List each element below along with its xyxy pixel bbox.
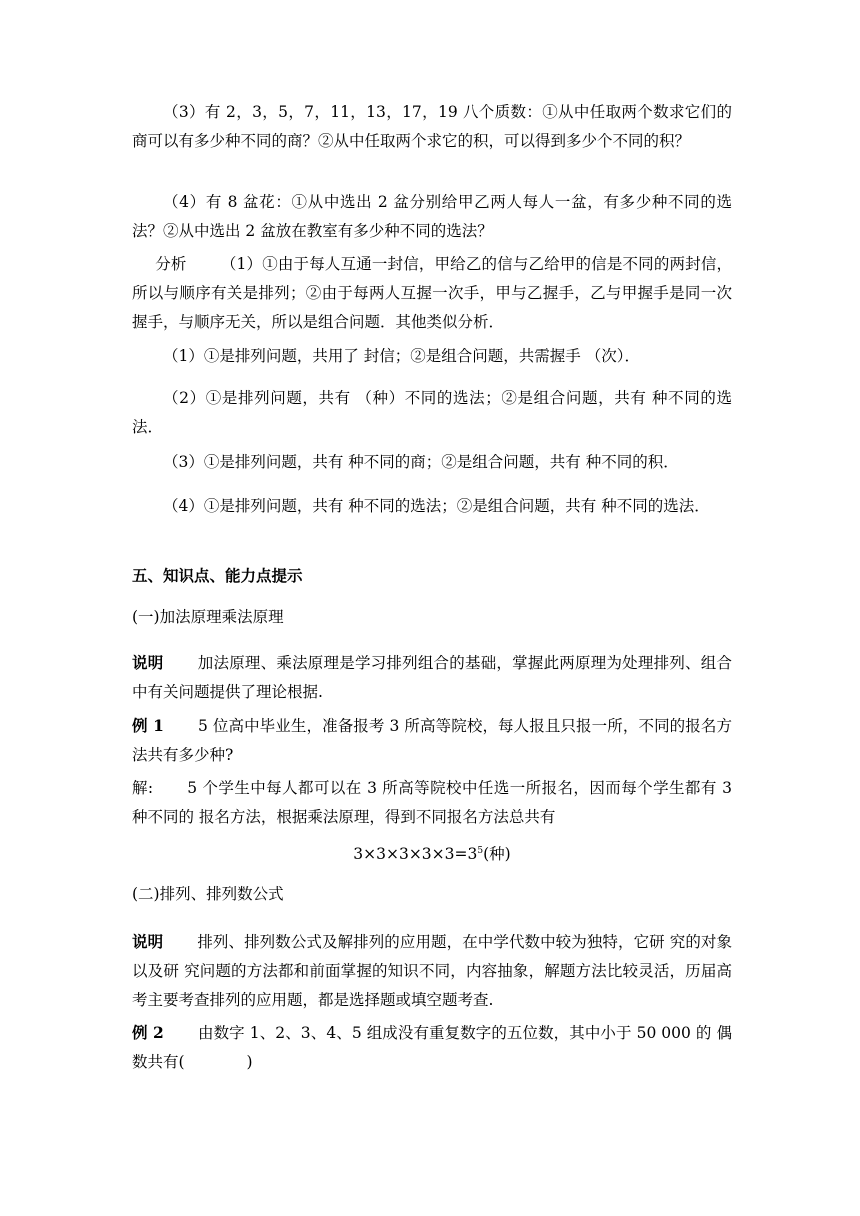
note-1 [132,648,732,707]
question-3: （3）有 2，3，5，7，11，13，17，19 八个质数：①从中任取两个数求它们的商可以有多少种不同的商？②从中任取两个求它的积，可以得到多少个不同的积？ [132,103,732,150]
solution-1-label: 解: [132,779,154,797]
example-1 [132,711,732,770]
section-5-heading: 五、知识点、能力点提示 [132,566,303,585]
formula-exponent: 5 [477,846,484,856]
subsection-2-heading: (二)排列、排列数公式 [132,885,284,903]
example-2 [132,1018,732,1077]
answer-4: （4）①是排列问题，共有 种不同的选法；②是组合问题，共有 种不同的选法． [163,497,710,515]
answer-2: （2）①是排列问题，共有 （种）不同的选法；②是组合问题，共有 种不同的选法． [132,389,732,436]
example-2-text: 由数字 1、2、3、4、5 组成没有重复数字的五位数，其中小于 50 000 的 偶数共有( ) [132,1024,732,1071]
analysis-text: （1）①由于每人互通一封信，甲给乙的信与乙给甲的信是不同的两封信，所以与顺序有关是排列；②由于每两人互握一次手，甲与乙握手，乙与甲握手是同一次握手，与顺序无关，所以是组合问题．其他类似分析． [132,255,732,331]
note-1-text: 加法原理、乘法原理是学习排列组合的基础，掌握此两原理为处理排列、组合中有关问题提供了理论根据. [132,654,732,701]
analysis-paragraph [132,250,732,337]
formula-unit: (种) [483,845,511,863]
formula [132,840,732,869]
note-1-label: 说明 [132,653,164,672]
solution-1-text: 5 个学生中每人都可以在 3 所高等院校中任选一所报名，因而每个学生都有 3 种不同的 报名方法，根据乘法原理，得到不同报名方法总共有 [132,779,732,826]
example-1-label: 例 1 [132,716,164,735]
note-2 [132,927,732,1015]
formula-base: 3×3×3×3×3=3 [353,845,478,863]
example-2-label: 例 2 [132,1023,164,1042]
question-4: （4）有 8 盆花：①从中选出 2 盆分别给甲乙两人每人一盆，有多少种不同的选法？②从中选出 2 盆放在教室有多少种不同的选法？ [132,193,732,240]
answer-3: （3）①是排列问题，共有 种不同的商；②是组合问题，共有 种不同的积． [163,453,679,471]
subsection-1-heading: (一)加法原理乘法原理 [132,608,284,626]
analysis-label: 分析 [155,255,187,273]
solution-1 [132,774,732,832]
example-1-text: 5 位高中毕业生，准备报考 3 所高等院校，每人报且只报一所，不同的报名方法共有多少种? [132,717,732,764]
answer-1: （1）①是排列问题，共用了 封信；②是组合问题，共需握手 （次）． [163,347,640,365]
note-2-text: 排列、排列数公式及解排列的应用题，在中学代数中较为独特，它研 究的对象以及研 究问题的方法都和前面掌握的知识不同，内容抽象，解题方法比较灵活，历届高考主要考查排列的应用题，都是选择题或填空题考查. [132,933,732,1009]
note-2-label: 说明 [132,932,164,951]
